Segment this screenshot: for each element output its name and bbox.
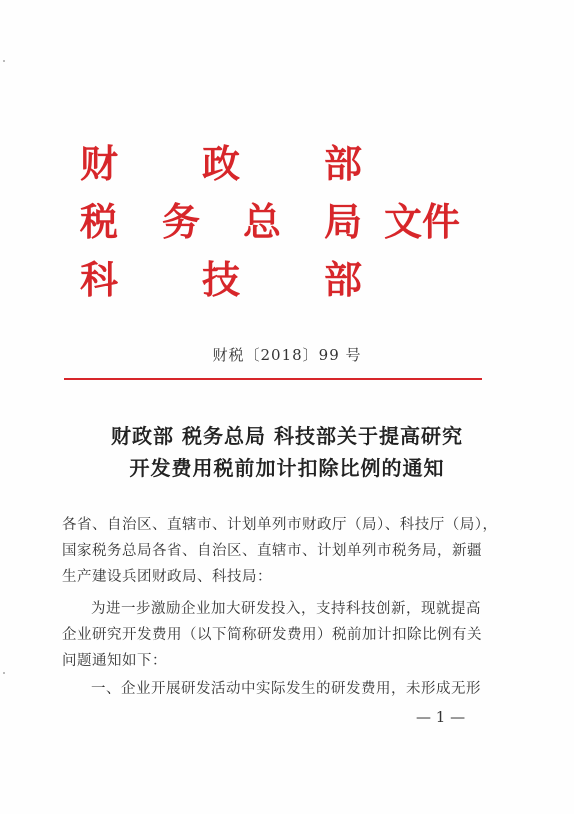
header-wenjian: 文件 [384, 199, 461, 244]
item-one [62, 676, 496, 702]
body-line: 问题通知如下： [62, 653, 167, 669]
body-line: 为进一步激励企业加大研发投入，支持科技创新，现就提高 [91, 601, 481, 617]
document-title-line2: 开发费用税前加计扣除比例的通知 [129, 456, 445, 480]
addressee-line: 生产建设兵团财政局、科技局： [62, 569, 272, 585]
header-char: 财 [80, 141, 119, 186]
document-title-line1: 财政部 税务总局 科技部关于提高研究 [111, 424, 463, 448]
header-char: 务 [162, 199, 201, 244]
addressee [62, 512, 496, 590]
document-number: 财税〔2018〕99 号 [212, 346, 362, 364]
addressee-line: 国家税务总局各省、自治区、直辖市、计划单列市税务局，新疆 [62, 543, 482, 559]
header-char: 科 [80, 257, 119, 302]
page-number: — 1 — [416, 708, 466, 726]
scan-mark [3, 60, 5, 62]
body-line: 企业研究开发费用（以下简称研发费用）税前加计扣除比例有关 [62, 627, 482, 643]
header-char: 税 [80, 199, 119, 244]
header-char: 技 [202, 257, 241, 302]
header-char: 局 [324, 199, 363, 244]
item-one-line: 一、企业开展研发活动中实际发生的研发费用，未形成无形 [91, 681, 481, 697]
header-char: 部 [324, 141, 363, 186]
header-char: 政 [202, 141, 241, 186]
header-char: 部 [324, 257, 363, 302]
header-char: 总 [243, 199, 282, 244]
body-paragraph [62, 596, 496, 674]
scan-mark [3, 672, 5, 674]
addressee-line: 各省、自治区、直辖市、计划单列市财政厅（局）、科技厅（局）， [62, 517, 498, 533]
red-divider [64, 378, 482, 380]
